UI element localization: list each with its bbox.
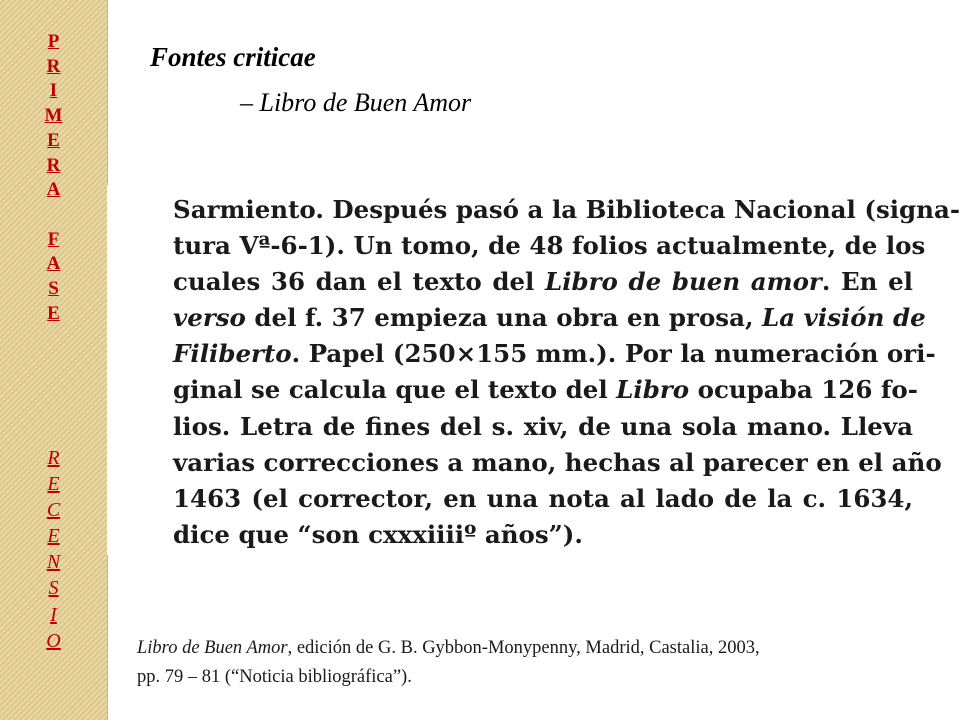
primera-fase-vertical-label: [0, 30, 107, 326]
sidebar-letter: M: [44, 105, 63, 127]
excerpt-fragment: 1463 (el corrector, en una nota al lado de la c. 1634,: [173, 483, 913, 513]
excerpt-line: [173, 264, 913, 300]
excerpt-line: [173, 228, 926, 264]
excerpt-fragment: Libro de buen amor: [544, 267, 822, 297]
excerpt-fragment: . Papel (250×155 mm.). Por la numeración ori-: [291, 339, 936, 369]
citation: [137, 634, 917, 692]
excerpt-line: [173, 336, 936, 372]
sidebar-letter: A: [46, 179, 61, 201]
sidebar-letter: S: [48, 577, 59, 600]
excerpt-line: [173, 300, 926, 336]
excerpt-fragment: verso: [173, 303, 246, 333]
excerpt-fragment: Sarmiento. Después pasó a la Biblioteca Nacional (signa-: [173, 195, 960, 224]
citation-pages: pp. 79 – 81 (“Noticia bibliográfica”).: [137, 667, 412, 687]
excerpt-fragment: varias correcciones a mano, hechas al parecer en el año: [173, 447, 942, 477]
excerpt-fragment: ginal se calcula que el texto del: [173, 375, 617, 405]
scanned-excerpt-text: [173, 192, 960, 553]
citation-book-title: Libro de Buen Amor: [137, 638, 288, 658]
sidebar-letter: N: [46, 551, 61, 574]
excerpt-fragment: . En el: [821, 267, 913, 297]
sidebar-letter: E: [47, 129, 60, 151]
sidebar-letter: R: [47, 447, 60, 469]
subtitle-dash: –: [240, 88, 260, 117]
excerpt-fragment: ocupaba 126 fo-: [689, 375, 918, 405]
sidebar-letter: C: [46, 499, 61, 522]
sidebar-letter: E: [47, 302, 60, 324]
excerpt-line: [173, 517, 913, 553]
sidebar-letter: O: [46, 629, 61, 652]
excerpt-fragment: Libro: [616, 375, 690, 405]
sidebar-letter: A: [46, 253, 61, 275]
sidebar-letter: E: [47, 473, 60, 496]
sidebar-letter: P: [47, 31, 60, 52]
sidebar-letter: F: [47, 228, 60, 250]
excerpt-line: [173, 481, 913, 517]
page-title: Fontes criticae: [150, 42, 316, 72]
citation-details: , edición de G. B. Gybbon-Monypenny, Madrid, Castalia, 2003,: [287, 638, 760, 658]
excerpt-fragment: Filiberto: [173, 339, 292, 369]
excerpt-fragment: tura Vª-6-1). Un tomo, de 48 folios actualmente, de los: [173, 231, 926, 261]
excerpt-fragment: La visión de: [762, 303, 926, 333]
excerpt-fragment: dice que “son cxxxiiiiº años”).: [173, 519, 583, 549]
sidebar-spacer: [0, 203, 107, 228]
excerpt-fragment: cuales 36 dan el texto del: [173, 267, 545, 297]
excerpt-fragment: lios. Letra de fines del s. xiv, de una sola mano. Lleva: [173, 411, 913, 441]
excerpt-line: [173, 372, 918, 408]
excerpt-fragment: del f. 37 empieza una obra en prosa,: [245, 303, 763, 333]
recensio-vertical-label: [0, 445, 107, 654]
sidebar-letter: I: [50, 603, 57, 626]
sidebar-letter: E: [47, 525, 60, 548]
excerpt-line: [173, 409, 913, 445]
page-subtitle: [240, 88, 471, 118]
sidebar-letter: S: [48, 278, 59, 300]
subtitle-text: Libro de Buen Amor: [259, 88, 472, 117]
sidebar-letter: R: [46, 154, 61, 176]
excerpt-line: [173, 445, 942, 481]
sidebar-letter: I: [49, 80, 58, 102]
sidebar-letter: R: [46, 55, 61, 77]
excerpt-line: [173, 192, 960, 228]
